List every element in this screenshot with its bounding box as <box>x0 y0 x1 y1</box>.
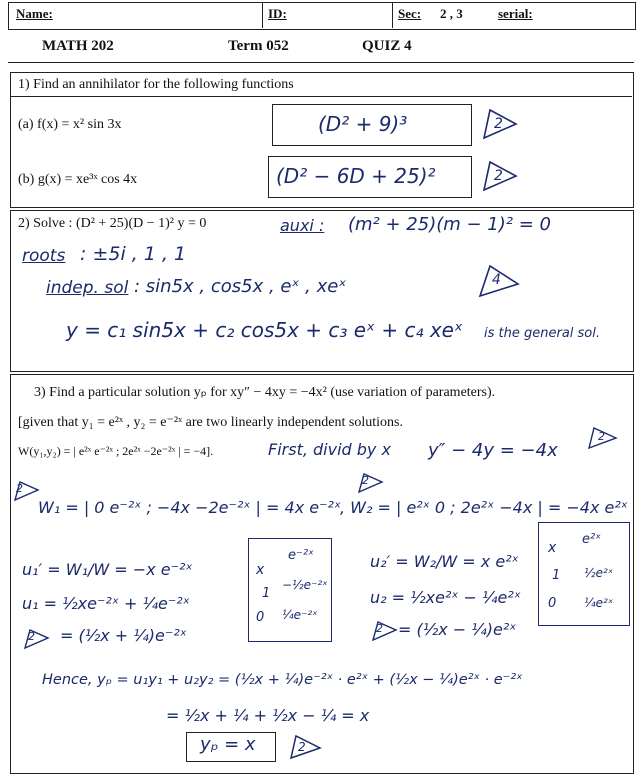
serial-label: serial: <box>498 6 533 21</box>
q3-first-step: First, divid by x <box>268 440 391 459</box>
q3-final-score: 2 <box>298 740 306 754</box>
name-label: Name: <box>16 6 53 21</box>
q1-rule <box>10 96 632 97</box>
q2-roots-label: roots <box>22 246 66 266</box>
q2-general-solution: y = c₁ sin5x + c₂ cos5x + c₃ eˣ + c₄ xeˣ <box>66 318 463 342</box>
sec-label: Sec: <box>398 6 422 21</box>
q3-table1-f: ¼e⁻²ˣ <box>282 608 318 622</box>
q2-auxi-label: auxi : <box>280 216 325 235</box>
q3-u1-score: 2 <box>28 630 35 643</box>
q3-u2: u₂ = ½xe²ˣ − ¼e²ˣ <box>370 588 521 607</box>
q3-table1-c: 1 <box>262 586 271 601</box>
q2-roots-value: : ±5i , 1 , 1 <box>80 243 187 265</box>
q1-prompt: 1) Find an annihilator for the following functions <box>18 77 294 92</box>
q3-u2-score: 2 <box>376 622 383 635</box>
q3-u1-prime: u₁′ = W₁/W = −x e⁻²ˣ <box>22 560 193 579</box>
q3-w2-score-triangle-icon <box>356 472 386 496</box>
q3-u2-score-triangle-icon <box>370 620 400 644</box>
q3-table1-a: x <box>256 562 265 578</box>
q1a-score: 2 <box>494 116 503 132</box>
q1a-answer: (D² + 9)³ <box>318 112 408 136</box>
q3-table2-d: ½e²ˣ <box>584 566 614 580</box>
header-table <box>8 2 636 30</box>
q3-table2-e: 0 <box>548 596 557 611</box>
q3-w1-score: 2 <box>16 482 23 495</box>
q3-table2-b: e²ˣ <box>582 532 601 547</box>
header-divider <box>262 2 263 28</box>
header-divider <box>392 2 393 28</box>
q2-indep-label: indep. sol <box>46 278 129 298</box>
q3-table2-c: 1 <box>552 568 561 583</box>
q3-given: [given that y₁ = e²ˣ , y₂ = e⁻²ˣ are two linearly independent solutions. <box>18 415 403 430</box>
q1a-label: (a) f(x) = x² sin 3x <box>18 117 122 132</box>
quiz-title: QUIZ 4 <box>362 38 412 54</box>
q3-table2-a: x <box>548 540 557 556</box>
q3-wronskian: W(y₁,y₂) = | e²ˣ e⁻²ˣ ; 2e²ˣ −2e⁻²ˣ | = −4]. <box>18 444 214 458</box>
course-title: MATH 202 <box>42 38 114 54</box>
q1b-label: (b) g(x) = xe³ˣ cos 4x <box>18 172 138 187</box>
q3-table2-f: ¼e²ˣ <box>584 596 614 610</box>
q2-score: 4 <box>492 272 501 288</box>
q3-u2-prime: u₂′ = W₂/W = x e²ˣ <box>370 552 519 571</box>
q3-w2: , W₂ = | e²ˣ 0 ; 2e²ˣ −4x | = −4x e²ˣ <box>340 498 628 517</box>
q3-u1-simplified: = (½x + ¼)e⁻²ˣ <box>60 626 187 645</box>
q3-w1: W₁ = | 0 e⁻²ˣ ; −4x −2e⁻²ˣ | = 4x e⁻²ˣ <box>38 498 342 517</box>
q3-table1-b: e⁻²ˣ <box>288 548 314 563</box>
q3-reduced-eq: y″ − 4y = −4x <box>428 440 558 461</box>
q3-u1-score-triangle-icon <box>22 628 52 652</box>
q3-hence: Hence, yₚ = u₁y₁ + u₂y₂ = (½x + ¼)e⁻²ˣ · e²ˣ + (½x − ¼)e²ˣ · e⁻²ˣ <box>42 672 523 688</box>
q3-simplify: = ½x + ¼ + ½x − ¼ = x <box>166 706 370 725</box>
q3-final-score-triangle-icon <box>288 734 324 762</box>
q2-general-note: is the general sol. <box>484 326 600 341</box>
q2-prompt: 2) Solve : (D² + 25)(D − 1)² y = 0 <box>18 216 207 231</box>
q3-u2-simplified: = (½x − ¼)e²ˣ <box>398 620 517 639</box>
term-title: Term 052 <box>228 38 289 54</box>
q3-u1: u₁ = ½xe⁻²ˣ + ¼e⁻²ˣ <box>22 594 190 613</box>
q2-indep-value: : sin5x , cos5x , eˣ , xeˣ <box>134 276 347 297</box>
q3-w2-score: 2 <box>362 474 369 487</box>
q3-prompt: 3) Find a particular solution yₚ for xy″ − 4xy = −4x² (use variation of parameters). <box>34 385 496 400</box>
q1b-score: 2 <box>494 168 503 184</box>
sec-value: 2 , 3 <box>440 6 463 21</box>
q3-table1-e: 0 <box>256 610 265 625</box>
q3-final-answer: yₚ = x <box>200 734 256 755</box>
q1b-answer: (D² − 6D + 25)² <box>276 164 436 188</box>
q3-table1-d: −½e⁻²ˣ <box>282 578 328 592</box>
title-rule <box>8 62 634 63</box>
id-label: ID: <box>268 6 287 21</box>
q2-auxi-eq: (m² + 25)(m − 1)² = 0 <box>348 214 551 235</box>
q3-reduced-score: 2 <box>598 430 605 443</box>
